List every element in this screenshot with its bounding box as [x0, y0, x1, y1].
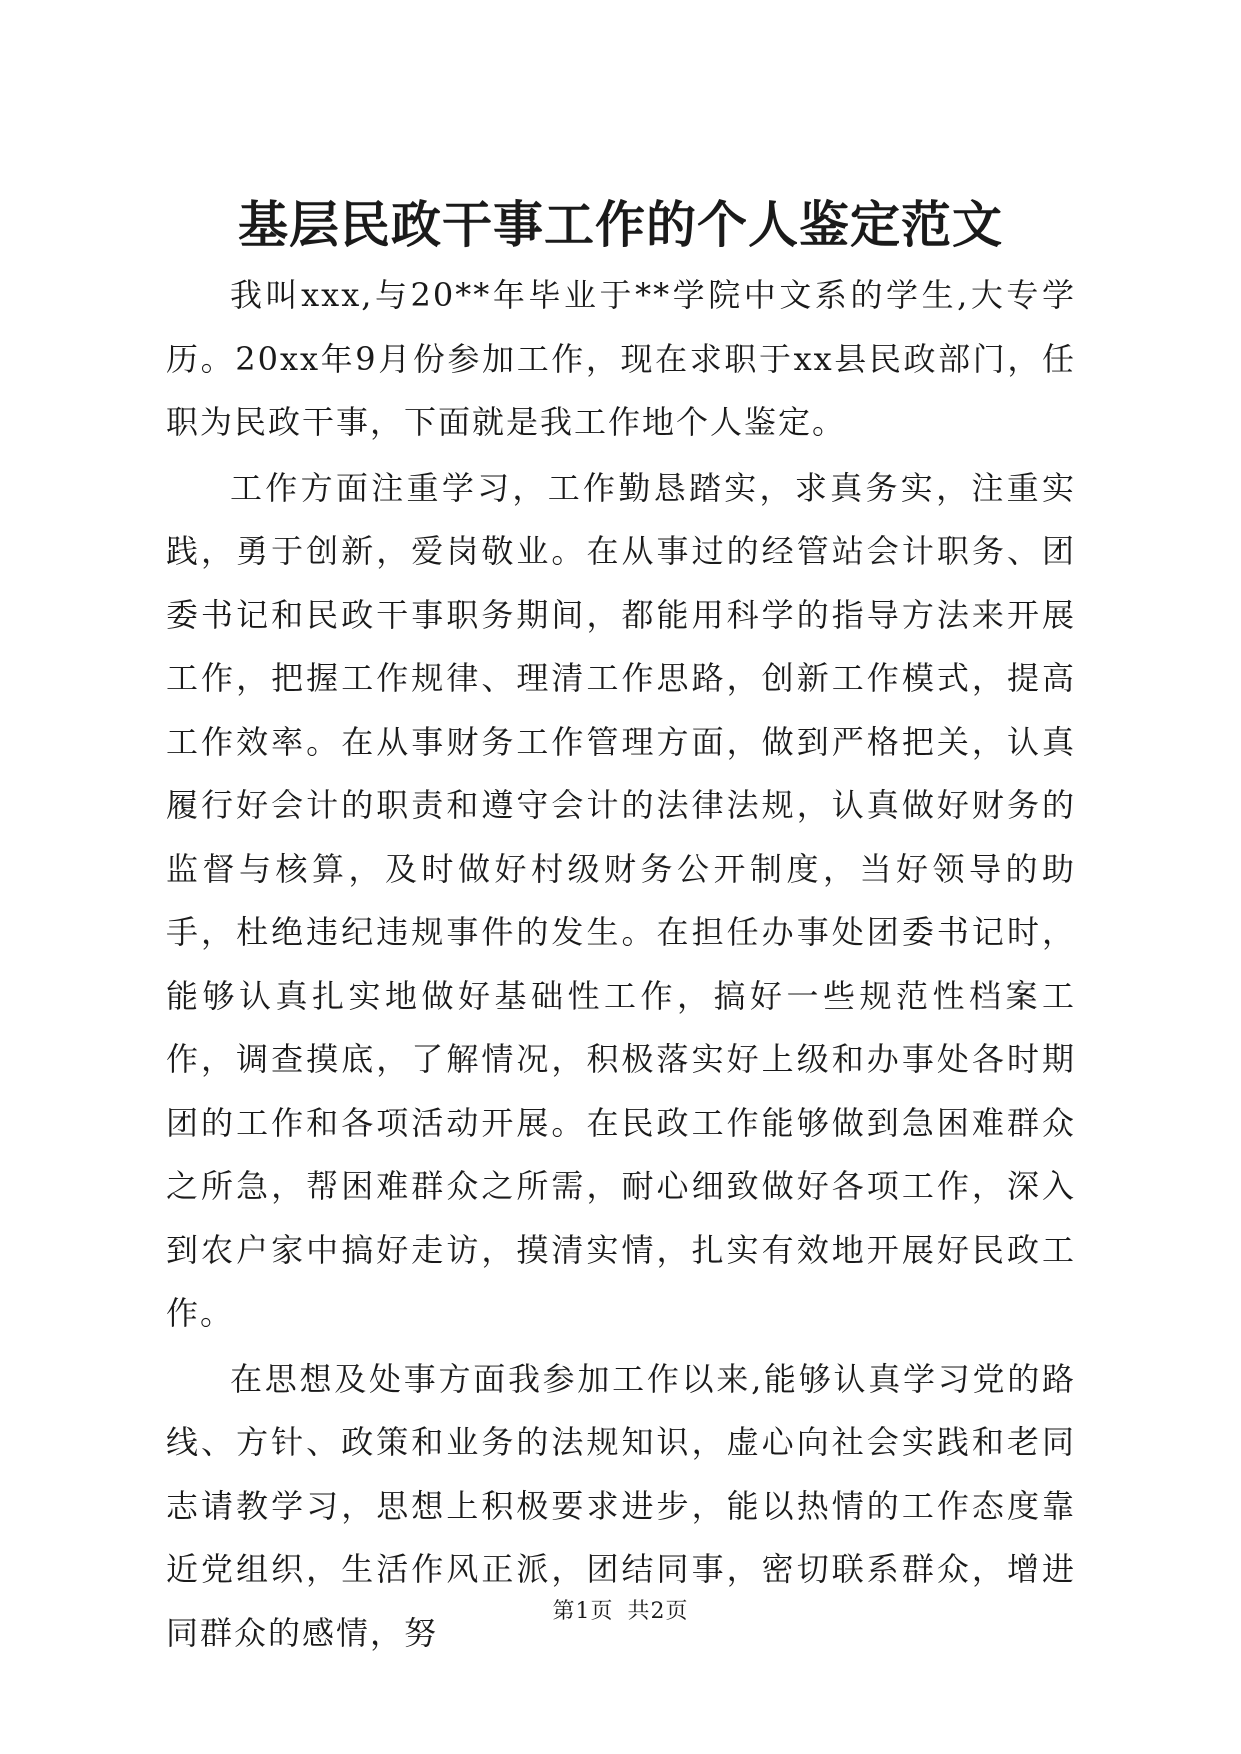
page-number-current: 第1页: [552, 1599, 614, 1624]
paragraph-intro: 我叫xxx,与20**年毕业于**学院中文系的学生,大专学历。20xx年9月份参加工作，现在求职于xx县民政部门，任职为民政干事，下面就是我工作地个人鉴定。: [166, 276, 1076, 441]
page-footer: [0, 1597, 1241, 1627]
page-number-total: 共2页: [627, 1599, 689, 1624]
paragraph-work: 工作方面注重学习，工作勤恳踏实，求真务实，注重实践，勇于创新，爱岗敬业。在从事过的经管站会计职务、团委书记和民政干事职务期间，都能用科学的指导方法来开展工作，把握工作规律、理清工作思路，创新工作模式，提高工作效率。在从事财务工作管理方面，做到严格把关，认真履行好会计的职责和遵守会计的法律法规，认真做好财务的监督与核算，及时做好村级财务公开制度，当好领导的助手，杜绝违纪违规事件的发生。在担任办事处团委书记时，能够认真扎实地做好基础性工作，搞好一些规范性档案工作，调查摸底，了解情况，积极落实好上级和办事处各时期团的工作和各项活动开展。在民政工作能够做到急困难群众之所急，帮困难群众之所需，耐心细致做好各项工作，深入到农户家中搞好走访，摸清实情，扎实有效地开展好民政工作。: [166, 468, 1076, 1332]
document-title: 基层民政干事工作的个人鉴定范文: [238, 195, 1003, 254]
paragraph-thought: 在思想及处事方面我参加工作以来,能够认真学习党的路线、方针、政策和业务的法规知识，虚心向社会实践和老同志请教学习，思想上积极要求进步，能以热情的工作态度靠近党组织，生活作风正派，团结同事，密切联系群众，增进同群众的感情，努: [166, 1359, 1076, 1652]
document-body: [166, 264, 1076, 1667]
